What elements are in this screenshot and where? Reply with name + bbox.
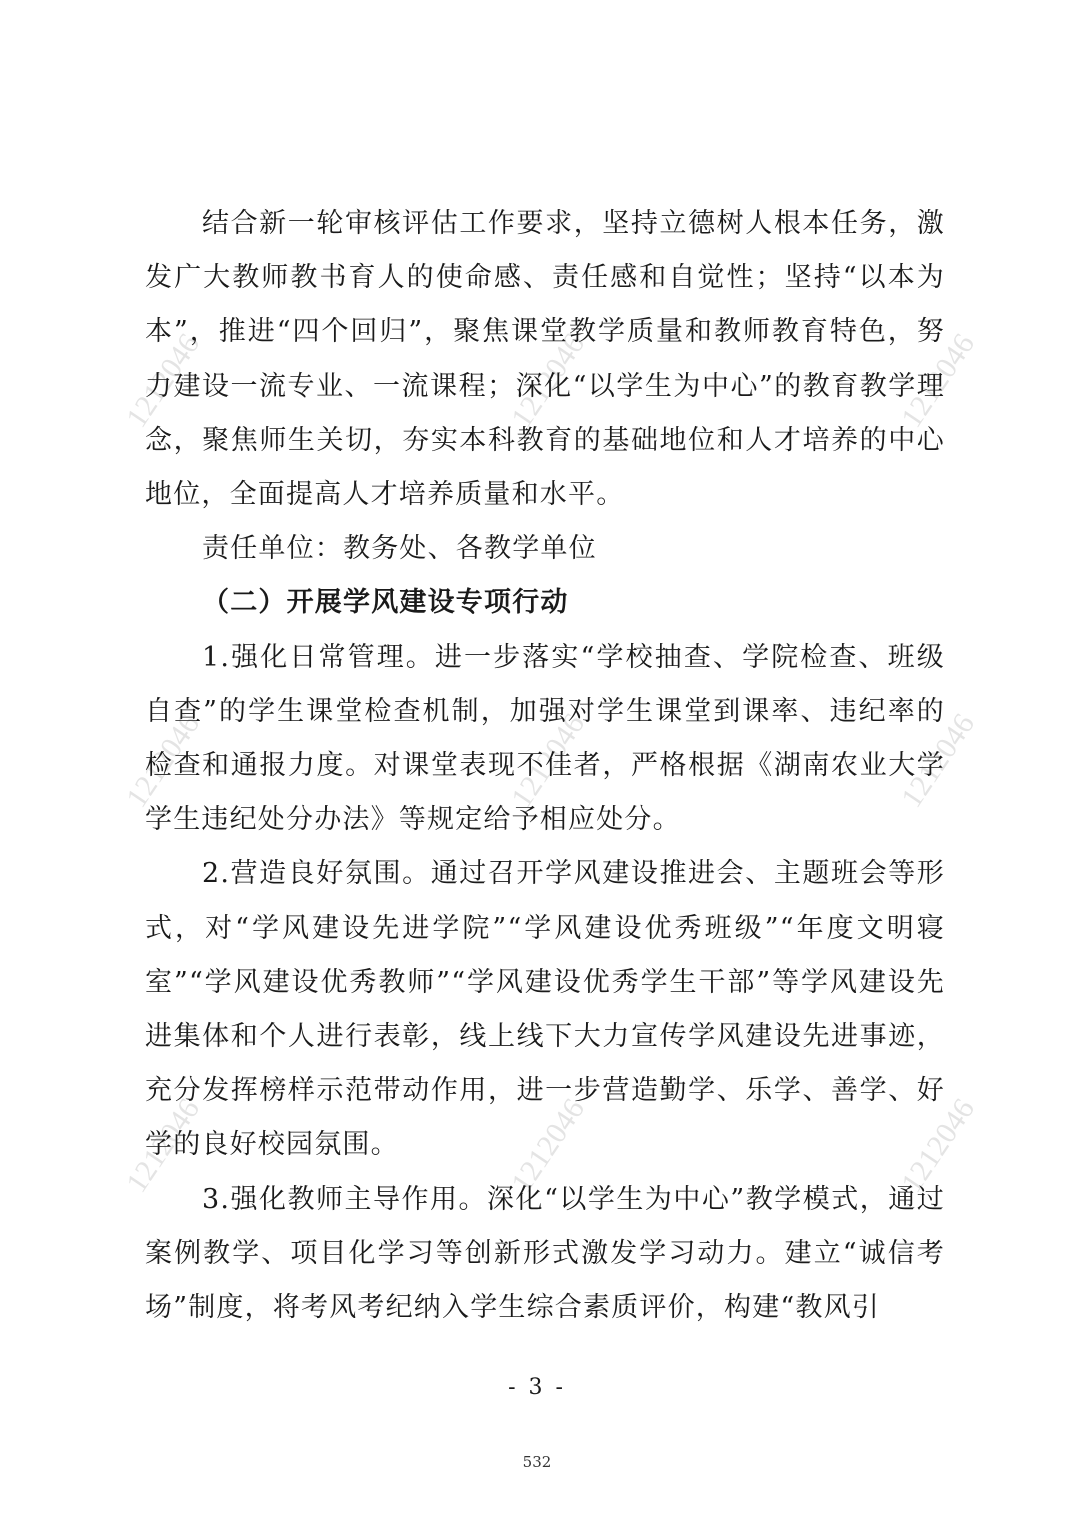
watermark: 1212046 xyxy=(120,327,207,434)
paragraph-goal: 结合新一轮审核评估工作要求，坚持立德树人根本任务，激发广大教师教书育人的使命感、责任感和自觉性；坚持“以本为本”，推进“四个回归”，聚焦课堂教学质量和教师教育特色，努力建设一流专业、一流课程；深化“以学生为中心”的教育教学理念，聚焦师生关切，夯实本科教育的基础地位和人才培养的中心地位，全面提高人才培养质量和水平。 xyxy=(145,208,945,511)
paragraph-item-3: 3.强化教师主导作用。深化“以学生为中心”教学模式，通过案例教学、项目化学习等创新形式激发学习动力。建立“诚信考场”制度，将考风考纪纳入学生综合素质评价，构建“教风引 xyxy=(145,1183,945,1324)
watermark: 1212046 xyxy=(120,707,207,814)
watermark: 1212046 xyxy=(505,1092,592,1199)
paragraph-item-1: 1.强化日常管理。进一步落实“学校抽查、学院检查、班级自查”的学生课堂检查机制，加强对学生课堂到课率、违纪率的检查和通报力度。对课堂表现不佳者，严格根据《湖南农业大学学生违纪处分办法》等规定给予相应处分。 xyxy=(145,641,945,836)
watermark: 1212046 xyxy=(505,327,592,434)
section-heading: （二）开展学风建设专项行动 xyxy=(202,587,569,619)
watermark: 1212046 xyxy=(895,1092,982,1199)
document-page-number: 532 xyxy=(522,1453,552,1471)
page-number: - 3 - xyxy=(508,1375,566,1400)
watermark: 1212046 xyxy=(895,327,982,434)
paragraph-responsible-units: 责任单位：教务处、各教学单位 xyxy=(202,533,597,565)
watermark: 1212046 xyxy=(505,707,592,814)
watermark: 1212046 xyxy=(895,707,982,814)
paragraph-item-2: 2.营造良好氛围。通过召开学风建设推进会、主题班会等形式，对“学风建设先进学院”“学风建设优秀班级”“年度文明寝室”“学风建设优秀教师”“学风建设优秀学生干部”等学风建设先进集体和个人进行表彰，线上线下大力宣传学风建设先进事迹，充分发挥榜样示范带动作用，进一步营造勤学、乐学、善学、好学的良好校园氛围。 xyxy=(145,858,945,1161)
watermark: 1212046 xyxy=(120,1092,207,1199)
body-text xyxy=(145,197,945,1335)
